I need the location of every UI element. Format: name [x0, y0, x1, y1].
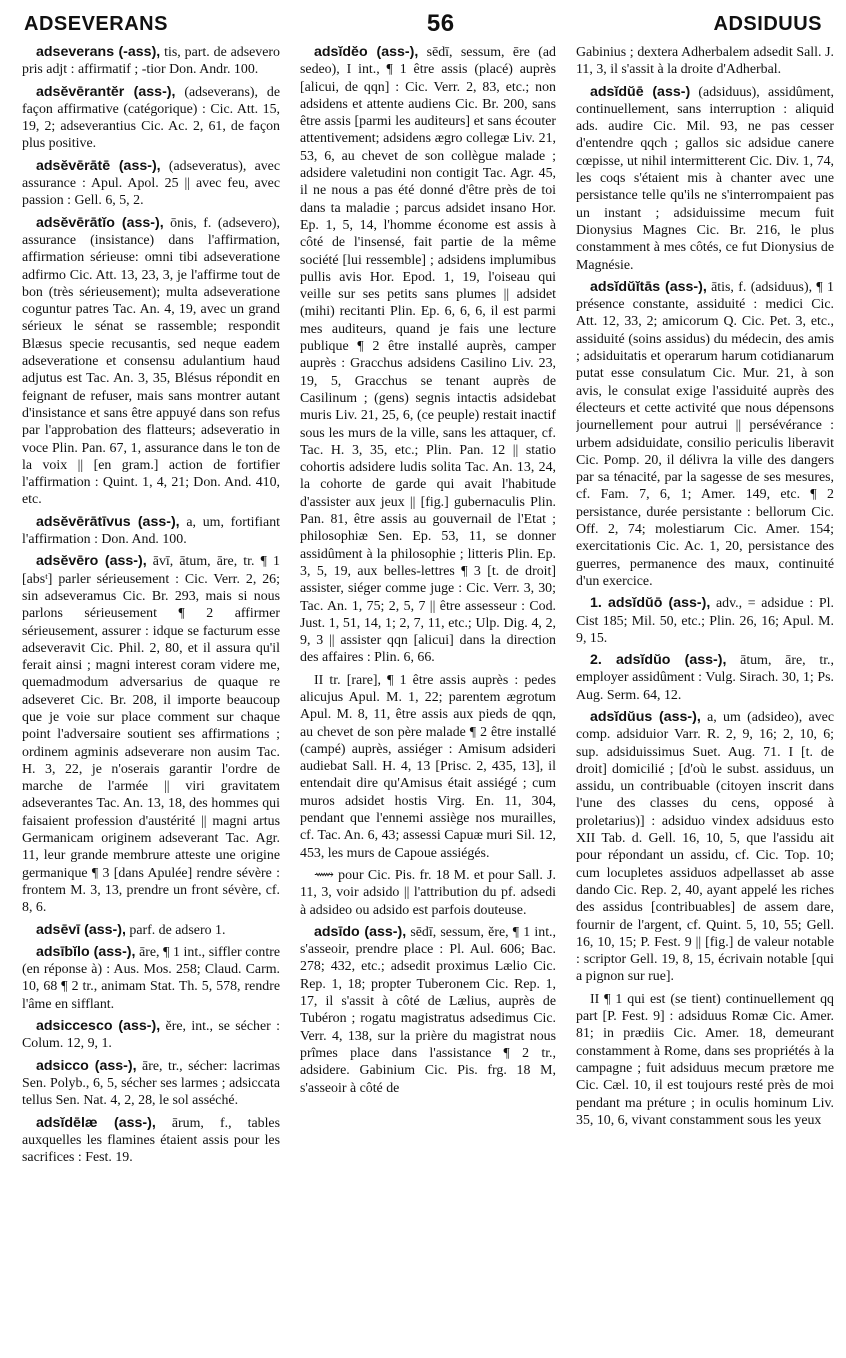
headword: adsĭdēlæ (ass-),: [36, 1114, 156, 1131]
entry-body: ⟿ pour Cic. Pis. fr. 18 M. et pour Sall. J. 11, 3, voir adsido || l'attribution du pf. adsedi à adsideo ou adsido est parfois douteuse.: [300, 867, 556, 918]
entry-body: II tr. [rare], ¶ 1 être assis auprès : pedes alicujus Apul. M. 1, 22; parentem ægrotum Apul. M. 8, 11, être assis aux pieds de qqn, au chevet de son père malade ¶ 2 être installé (campé) auprès, assiéger : Amisum adsideri audiebat Sall. H. 4, 13 [Prisc. 2, 435, 13], il entendait dire qu'Amisus était assiégé ; cum muros adsidet hostis Virg. En. 11, 304, pendant que l'ennemi assiège nos murailles, cf. Tac. An. 6, 43; assessi Capuæ muri Sil. 12, 453, les murs de Capoue assiégés.: [300, 672, 556, 861]
entry-body: (adsiduus), assidûment, continuellement, sans interruption : aliquid ads. audire Cic. Mil. 93, ne pas cesser d'entendre qqch ; gallos sic adsidue canere cœpisse, ut nihil intermitterent Cic. Div. 1, 74, les coqs s'étaient mis à chanter avec une persistance telle qu'ils ne s'interrompaient pas un instant ; adsiduissime mecum fuit Dionysius Magnes Cic. Br. 216, le plus constamment à mes côtés, ce fut Dionysius de Magnésie.: [576, 84, 834, 273]
dictionary-entry: [576, 84, 834, 274]
entry-body: ōnis, f. (adsevero), assurance (insistance) dans l'affirmation, affirmation sérieuse: omni tibi adseveratione adfirmo Cic. Att. 13, 23, 3, je l'affirme tout de bon (très sérieusement); multa adseveratione coguntur patres Tac. An. 4, 19, avec un grand sérieux le sénat se rassemble; respondit Blæsus specie recusantis, sed neque eadem adseveratione et consensu adulantium haud adjutus est Tac. An. 3, 35, Blésus répondit en feignant de refuser, mais sans montrer autant d'insistance et sans être appuyé dans son refus par l'approbation des flatteurs; adseveratio in voce Plin. Pan. 67, 1, assurance dans le ton de la voix || [en gram.] action de fortifier l'affirmation : Quint. 1, 4, 21; Don. And. 410, etc.: [22, 215, 280, 508]
headword: adsĕvērātīvus (ass-),: [36, 513, 180, 530]
headword: adsīdo (ass-),: [314, 923, 407, 940]
header-right-guideword: ADSIDUUS: [713, 12, 822, 35]
dictionary-entry: [22, 215, 280, 509]
running-header: [24, 8, 822, 40]
entry-body: parf. de adsero 1.: [125, 922, 226, 938]
entry-body: āvī, ātum, āre, tr. ¶ 1 [absᵗ] parler sérieusement : Cic. Verr. 2, 26; sin adseveramus Cic. Br. 293, mais si nous parlons sérieusement ¶ 2 affirmer sérieusement, assurer : idque se facturum esse adseveravit Cic. Phil. 2, 80, et il assura qu'il ferait ainsi ; magni interest coram videre me, quemadmodum adversarius de quaque re adseveret Cic. Br. 208, il importe beaucoup que je voie sur place comment sur chaque point l'adversaire soutient ses affirmations ; ordinem agminis adseverare non ausim Tac. H. 3, 22, je n'oserais garantir l'ordre de marche de l'armée || viri gravitatem adseverantes Tac. An. 13, 18, des hommes qui faisaient profession d'austérité || magni artus Germanicam originem adseverant Tac. Agr. 11, leur grande membrure atteste une origine germanique ¶ 3 [dans Apulée] rendre sévère : frontem M. 3, 13, prendre un front sévère, cf. 8, 6.: [22, 554, 280, 916]
entry-note: [300, 867, 556, 919]
headword: adsĕvērātĭo (ass-),: [36, 214, 164, 231]
entry-continuation: [576, 44, 834, 79]
entry-body: a, um (adsideo), avec comp. adsiduior Varr. R. 2, 9, 16; 2, 10, 6; sup. adsiduissimus Suet. Aug. 71. I [t. de droit] domicilié ; [d'où le subst. assiduus, un assidu, un contribuable (citoyen inscrit dans l'une des classes du cens, opposé à proletarius)] : adsiduo vindex adsiduus esto XII Tab. d. Gell. 16, 10, 5, que l'assidu ait pour répondant un assidu, cf. Cic. Top. 10; cum locupletes assiduos adpellasset ab asse dando Cic. Rep. 2, 40, ayant appelé les riches des assidus [contribuables] de assem dare, fournir de l'argent, cf. Quint. 5, 10, 55; Gell. 16, 10, 15; P. Fest. 9 || [fig.] de valeur notable : scriptor Gell. 19, 8, 15, écrivain notable [qui a pignon sur rue].: [576, 709, 834, 985]
dictionary-entry: [576, 652, 834, 704]
entry-section: [576, 991, 834, 1129]
dictionary-entry: [576, 279, 834, 590]
dictionary-entry: [22, 944, 280, 1013]
headword: adseverans (-ass),: [36, 44, 161, 60]
dictionary-entry: [576, 709, 834, 986]
entry-body: (adseveratus), avec assurance : Apul. Apol. 25 || avec feu, avec passion : Gell. 6, 5, 2.: [22, 158, 280, 209]
entry-body: āre, ¶ 1 int., siffler contre (en réponse à) : Aus. Mos. 258; Claud. Carm. 10, 68 ¶ 2 tr., animam Stat. Th. 5, 578, rendre l'âme en sifflant.: [22, 944, 280, 1012]
dictionary-entry: [576, 595, 834, 647]
dictionary-entry: [22, 44, 280, 79]
entry-body: ĕre, int., se sécher : Colum. 12, 9, 1.: [22, 1019, 280, 1052]
headword: adsībĭlo (ass-),: [36, 943, 136, 960]
headword: adsicco (ass-),: [36, 1057, 137, 1074]
dictionary-entry: [22, 84, 280, 153]
entry-body: āre, tr., sécher: lacrimas Sen. Polyb., 6, 5, sécher ses larmes ; adsiccata tellus Sen. Nat. 4, 2, 28, le sol asséché.: [22, 1058, 280, 1109]
page-number: 56: [426, 10, 455, 37]
dictionary-entry: [300, 924, 556, 1097]
entry-body: a, um, fortifiant l'affirmation : Don. And. 100.: [22, 514, 280, 548]
dictionary-entry: [22, 1115, 280, 1167]
header-left-guideword: ADSEVERANS: [24, 12, 168, 35]
headword: adsĕvēro (ass-),: [36, 553, 147, 570]
entry-body: ātum, āre, tr., employer assidûment : Vulg. Sirach. 30, 1; Ps. Aug. Serm. 64, 12.: [576, 653, 834, 703]
entry-body: II ¶ 1 qui est (se tient) continuellement qq part [P. Fest. 9] : adsiduus Romæ Cic. Amer. 81; in prædiis Cic. Amer. 18, demeurant constamment à Rome, dans ses propriétés à la campagne ; fuit adsiduus mecum prætore me Cic. Cæl. 10, il est toujours resté près de moi pendant ma préture ; in oculis hominum Liv. 35, 10, 6, vivant constamment sous les yeux: [576, 991, 834, 1128]
entry-body: sēdī, sessum, ēre (ad sedeo), I int., ¶ 1 être assis (placé) auprès [alicui, de qqn] : Cic. Verr. 2, 83, etc.; non adsidens et attente audiens Cic. Br. 200, sans être assis [parmi les auditeurs] et sans écouter attentivement; adsidens ægro collegæ Liv. 21, 53, 6, au chevet de son collègue malade ; adsidere valetudini non contigit Tac. Agr. 45, il ne nous a pas été donné d'être près de toi dans ta maladie ; parcus adsidet insano Hor. Ep. 1, 5, 14, l'homme économe est assis à côté de l'insensé, fait partie de la même société [lui ressemble] ; adsidens implumibus pullis avis Hor. Epod. 1, 19, l'oiseau qui veille sur ses petits sans plumes || adsidet (mihi) recitanti Plin. Ep. 6, 6, 6, il est parmi mes auditeurs, quand je fais une lecture publique ¶ 2 être installé auprès, camper auprès : Gracchus adsidens Casilino Liv. 23, 19, 5, Gracchus se tenant auprès de Casilinum ; (gens) segnis intactis adsidebat muris Liv. 21, 25, 6, (ce peuple) restait inactif sous les murs de la ville, sans les attaquer, cf. Tac. H. 3, 35, etc.; Plin. Pan. 12 || statio cohortis adsidere ludis solita Tac. An. 13, 24, la cohorte de garde qui avait l'habitude d'assister aux jeux || [fig.] gubernaculis Plin. Pan. 81, être assis au gouvernail de l'Etat ; philosophiæ Sen. Ep. 53, 11, se donner assidûment à la philosophie ; litteris Plin. Ep. 3, 5, 19, aux belles-lettres ¶ 3 [t. de droit] assister, siéger comme juge : Cic. Verr. 3, 30; Tac. An. 1, 75; 2, 5, 7 || être assesseur : Cod. Just. 1, 51, 14, 1; 2, 7, 11, etc.; Ulp. Dig. 4, 2, 9, 3 || assister qqn [alicui] dans la direction des affaires : Plin. 6, 66.: [300, 45, 556, 666]
entry-body: ātis, f. (adsiduus), ¶ 1 présence constante, assiduité : medici Cic. Att. 12, 33, 2; amicorum Q. Cic. Pet. 3, etc., assiduité (soins assidus) du médecin, des amis ; adsiduitatis et operarum harum cotidianarum putat esse consulatum Cic. Mur. 21, à son avis, le consulat exige l'assiduité auprès des électeurs et cette activité que nous dépensons journellement pour autrui || persévérance : urbem adsiduidate, consilio periculis liberavit Cic. Pomp. 20, il délivra la ville des dangers par sa ténacité, par la sagesse de ses mesures, cf. Fam. 7, 6, 1; Amer. 149, etc. ¶ 2 persistance, durée persistante : bellorum Cic. Off. 2, 74; molestiarum Cic. Amer. 154; exercitationis Cic. Ac. 1, 20, persistance des guerres, permanence des maux, continuité d'un exercice.: [576, 279, 834, 589]
headword: adsĕvērātē (ass-),: [36, 157, 161, 174]
entry-section: [300, 672, 556, 862]
dictionary-entry: [22, 922, 280, 939]
entry-body: adv., = adsidue : Pl. Cist 185; Mil. 50, etc.; Plin. 26, 16; Apul. M. 9, 15.: [576, 596, 834, 646]
headword: 1. adsĭdŭō (ass-),: [590, 595, 711, 612]
entry-body: sēdī, sessum, ĕre, ¶ 1 int., s'asseoir, prendre place : Pl. Aul. 606; Bac. 278; 432, etc.; adsedit proximus Lælio Cic. Rep. 1, 18; propter Tuberonem Cic. Rep. 1, 17, il s'assit à côté de Lælius, auprès de Tubéron ; rogatu magistratus adsedimus Cic. Verr. 4, 138, sur la prière du magistrat nous prîmes place dans l'assistance ¶ 2 tr., adsidere. Gabinium Cic. Pis. frg. 18 M, s'asseoir à côté de: [300, 924, 556, 1096]
entry-body: ārum, f., tables auxquelles les flamines étaient assis pour les sacrifices : Fest. 19.: [22, 1115, 280, 1166]
column-3: [576, 44, 834, 1354]
dictionary-entry: [22, 553, 280, 916]
headword: adsēvī (ass-),: [36, 921, 126, 938]
entry-body: Gabinius ; dextera Adherbalem adsedit Sall. J. 11, 3, il s'assit à la droite d'Adherbal.: [576, 45, 834, 78]
dictionary-entry: [22, 158, 280, 210]
headword: adsĭdŭus (ass-),: [590, 708, 701, 725]
column-2: [300, 44, 556, 1354]
headword: 2. adsĭdŭo (ass-),: [590, 652, 727, 669]
headword: adsĭdĕo (ass-),: [314, 44, 419, 60]
dictionary-entry: [300, 44, 556, 667]
entry-body: tis, part. de adsevero pris adjt : affirmatif ; -tior Don. Andr. 100.: [22, 45, 280, 78]
dictionary-entry: [22, 1058, 280, 1110]
dictionary-entry: [22, 514, 280, 549]
dictionary-entry: [22, 1018, 280, 1053]
headword: adsĕvērantĕr (ass-),: [36, 83, 176, 100]
headword: adsiccesco (ass-),: [36, 1018, 161, 1035]
column-1: [22, 44, 280, 1354]
headword: adsĭdŭĭtās (ass-),: [590, 278, 707, 295]
headword: adsĭdŭē (ass-): [590, 83, 691, 100]
entry-body: (adseverans), de façon affirmative (catégorique) : Cic. Att. 15, 19, 2; adseverantius Cic. Ac. 2, 61, de façon plus positive.: [22, 84, 280, 152]
